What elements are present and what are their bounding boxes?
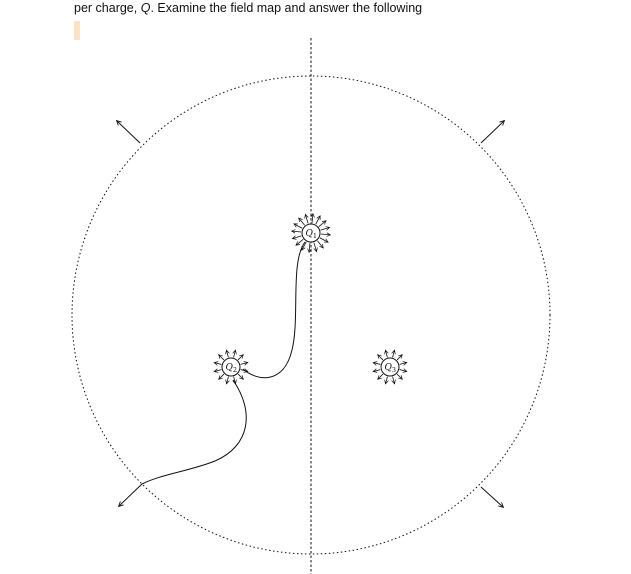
field-arrow [374, 363, 381, 365]
field-arrow [397, 355, 402, 360]
field-arrow [317, 241, 323, 248]
field-arrow [238, 374, 243, 379]
field-arrow [320, 238, 328, 242]
field-arrow [400, 363, 407, 365]
charge-symbol-q: Q [140, 1, 151, 15]
field-arrow [309, 243, 310, 252]
field-arrow [321, 228, 330, 231]
field-arrow [386, 351, 388, 358]
field-arrow [319, 221, 326, 227]
field-arrow [393, 377, 395, 384]
field-arrow [292, 231, 301, 232]
field-arrow [238, 355, 243, 360]
field-arrow [227, 351, 229, 358]
field-arrow [400, 370, 407, 372]
field-line-top-left [117, 121, 140, 143]
field-arrow [306, 215, 309, 224]
field-line-q1-q2 [243, 242, 305, 378]
field-arrow [321, 234, 330, 235]
q1-label: $Q_1$ [305, 229, 318, 240]
field-line-bottom-left [119, 484, 142, 506]
field-arrow [316, 216, 320, 224]
charge-q3 [374, 351, 407, 384]
field-arrow [219, 374, 224, 379]
field-arrow [219, 355, 224, 360]
field-arrow [296, 239, 303, 245]
field-line-q2-boundary [142, 380, 246, 484]
field-arrow [378, 355, 383, 360]
field-arrow [374, 370, 381, 372]
field-arrow [393, 351, 395, 358]
question-suffix: . Examine the field map and answer the following [150, 1, 423, 15]
charge-q2 [215, 351, 248, 384]
field-arrow [397, 374, 402, 379]
field-arrow [378, 374, 383, 379]
field-arrow [293, 236, 302, 239]
field-arrow [215, 363, 222, 365]
field-arrow [227, 377, 229, 384]
q3-label: $Q_3$ [384, 363, 397, 374]
field-arrow [386, 377, 388, 384]
field-line-bottom-right [481, 487, 503, 507]
q2-label: $Q_2$ [225, 363, 238, 374]
field-arrow [241, 363, 248, 365]
field-arrow [294, 224, 302, 228]
field-arrow [314, 243, 317, 252]
field-line-top-right [481, 121, 504, 143]
field-arrow [299, 218, 305, 225]
field-arrow [215, 370, 222, 372]
field-arrow [312, 214, 313, 223]
question-prefix: per charge, [74, 1, 141, 15]
field-arrow [234, 351, 236, 358]
